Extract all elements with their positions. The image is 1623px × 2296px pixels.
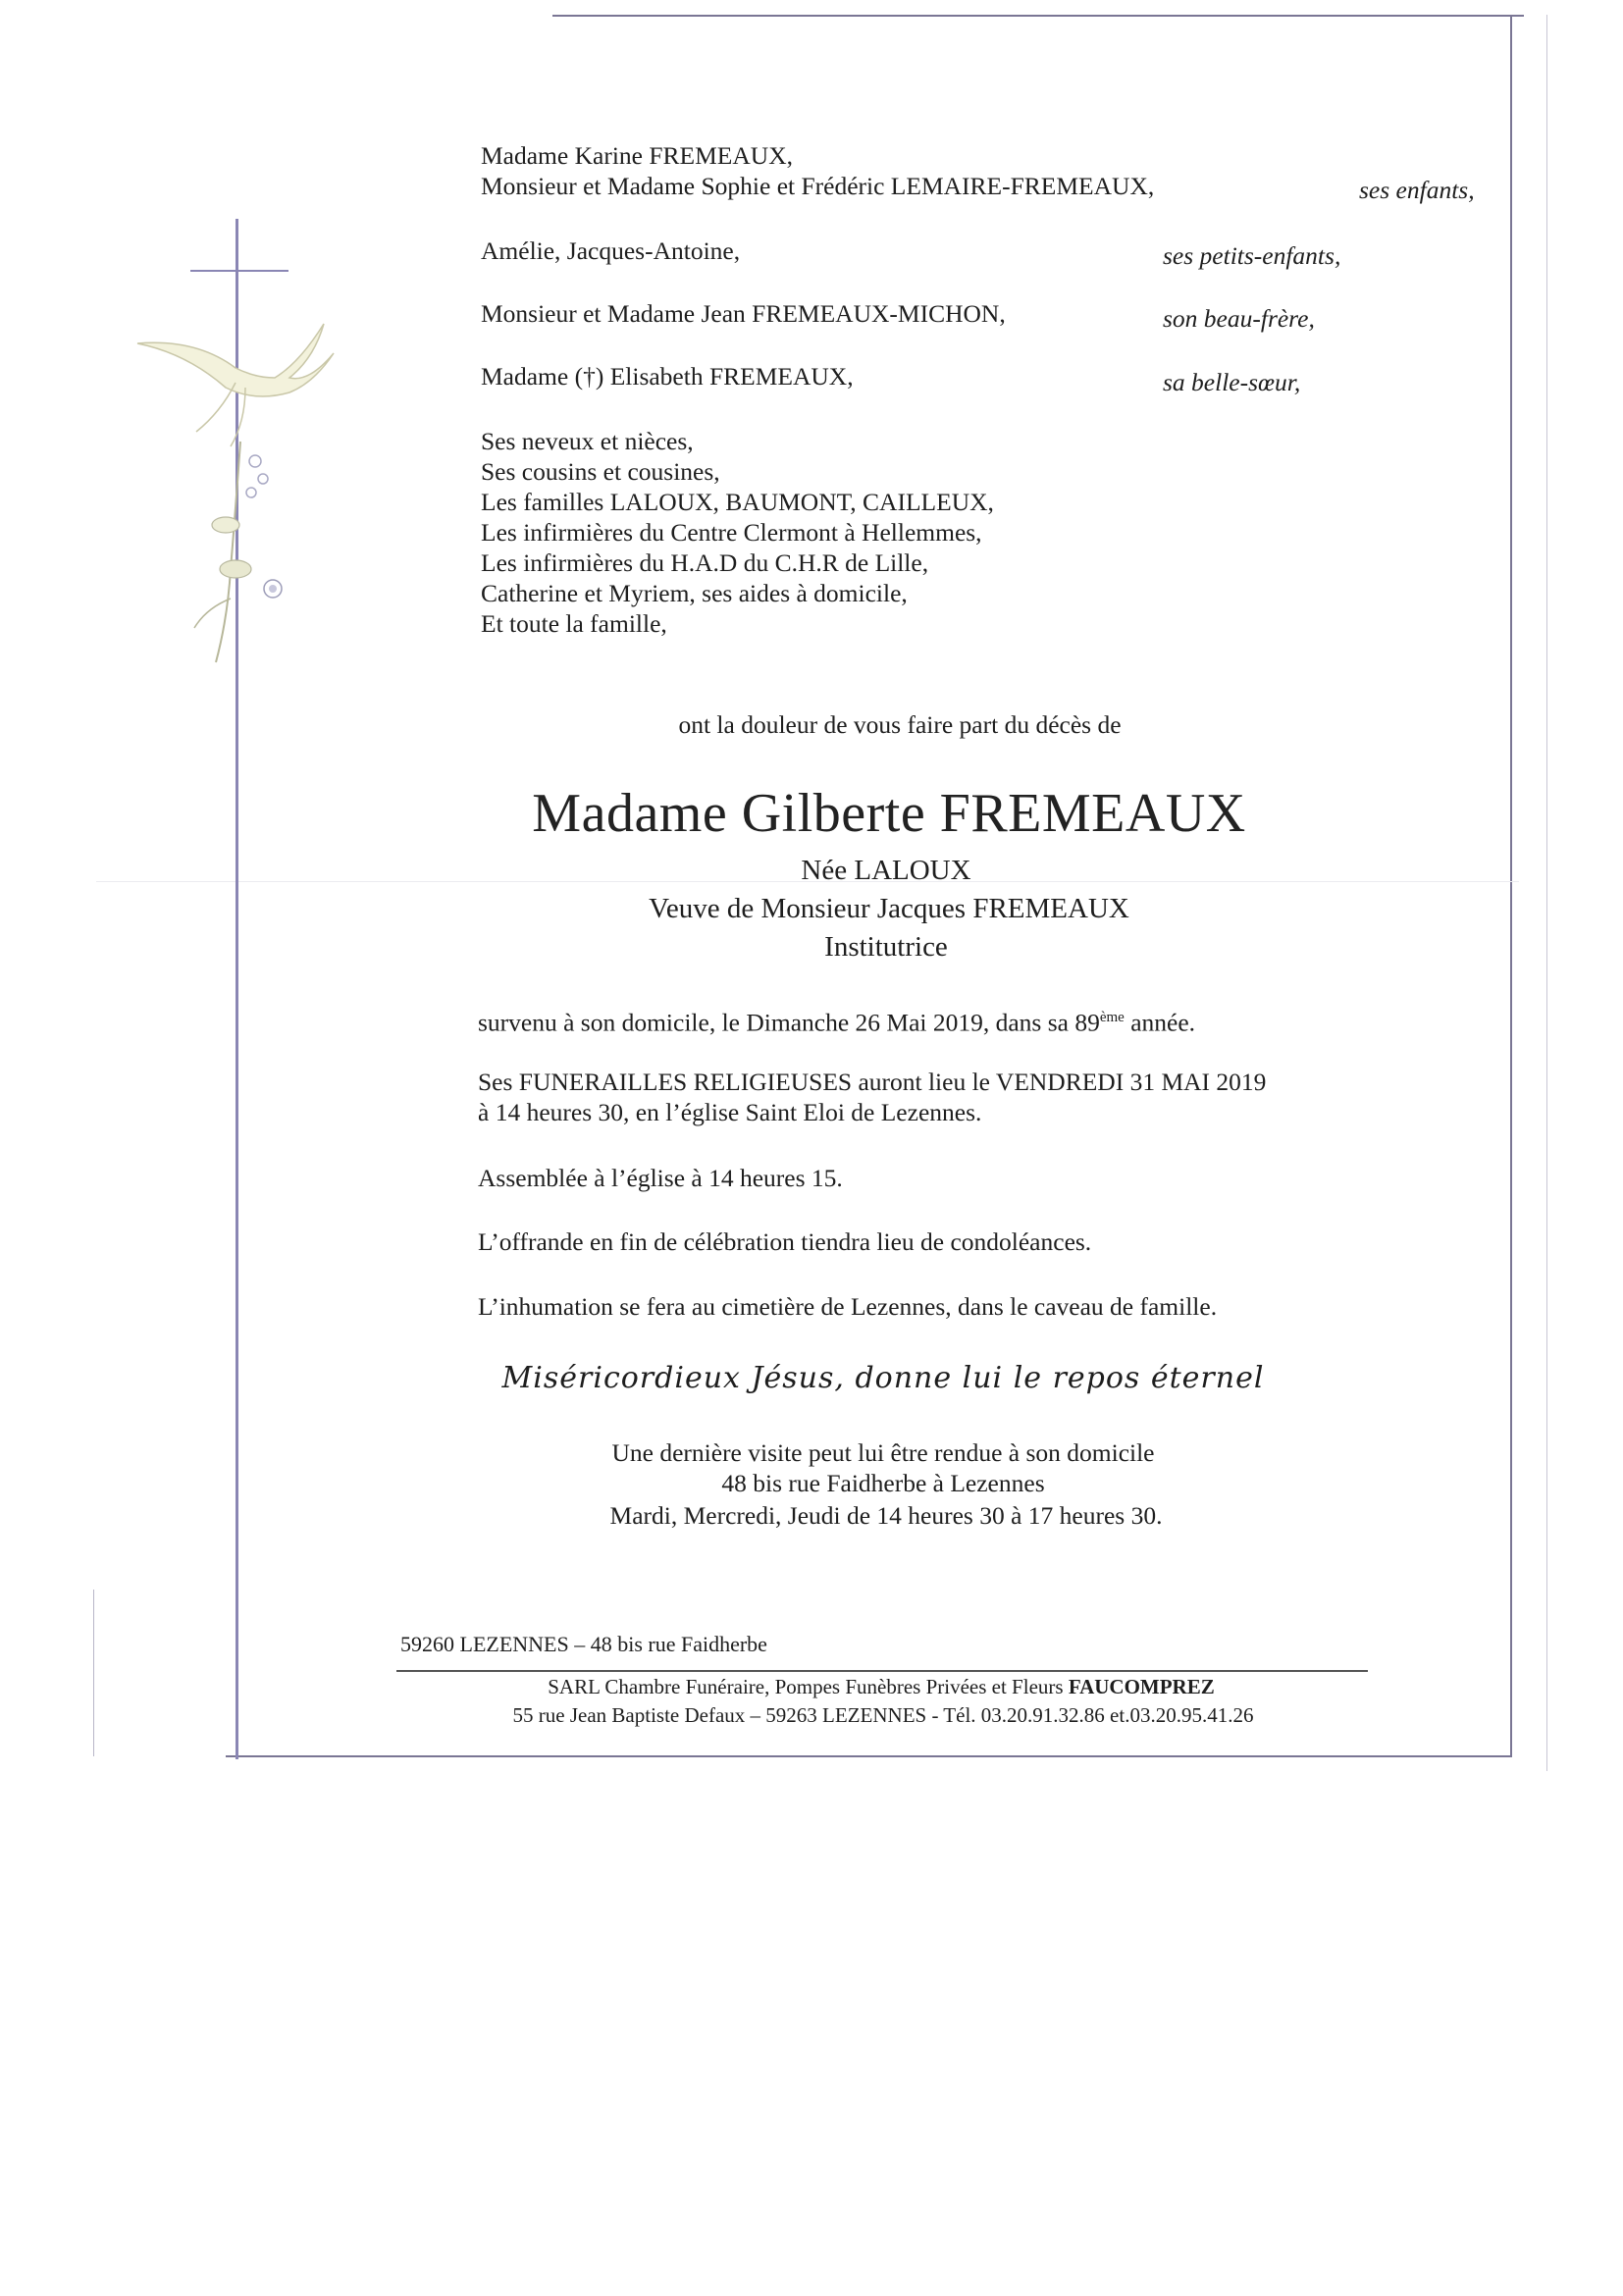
death-details-end: année. xyxy=(1124,1008,1196,1037)
footer-company: SARL Chambre Funéraire, Pompes Funèbres Privées et Fleurs xyxy=(548,1675,1069,1698)
frame-top-line xyxy=(552,15,1524,17)
grandchildren-names: Amélie, Jacques-Antoine, xyxy=(481,236,741,265)
flower-branch-icon xyxy=(186,432,304,667)
other-relative-line: Les familles LALOUX, BAUMONT, CAILLEUX, xyxy=(481,488,994,516)
announcement-text: ont la douleur de vous faire part du décès de xyxy=(678,710,1122,739)
frame-left-edge xyxy=(93,1590,94,1756)
frame-right-line xyxy=(1510,15,1512,1756)
child-line-2: Monsieur et Madame Sophie et Frédéric LEMAIRE-FREMEAUX, xyxy=(481,172,1155,200)
other-relative-line: Ses neveux et nièces, xyxy=(481,427,694,455)
funeral-line-1: Ses FUNERAILLES RELIGIEUSES auront lieu le VENDREDI 31 MAI 2019 xyxy=(478,1068,1267,1096)
prayer-text: Miséricordieux Jésus, donne lui le repos éternel xyxy=(501,1361,1265,1395)
other-relative-line: Ses cousins et cousines, xyxy=(481,457,720,486)
visit-line-1: Une dernière visite peut lui être rendue à son domicile xyxy=(611,1438,1155,1467)
cross-bar xyxy=(190,270,288,272)
brother-in-law-relation: son beau-frère, xyxy=(1163,304,1315,333)
grandchildren-relation: ses petits-enfants, xyxy=(1163,241,1341,270)
other-relative-line: Les infirmières du H.A.D du C.H.R de Lille, xyxy=(481,548,929,577)
deceased-name: Madame Gilberte FREMEAUX xyxy=(532,783,1246,844)
other-relative-line: Catherine et Myriem, ses aides à domicile, xyxy=(481,579,908,607)
visit-line-2: 48 bis rue Faidherbe à Lezennes xyxy=(721,1469,1045,1497)
birth-name: Née LALOUX xyxy=(801,855,971,886)
address-line: 59260 LEZENNES – 48 bis rue Faidherbe xyxy=(400,1632,767,1656)
death-details-sup: ème xyxy=(1099,1010,1125,1025)
footer-separator xyxy=(396,1670,1368,1672)
frame-right-edge xyxy=(1546,15,1547,1771)
widow-of: Veuve de Monsieur Jacques FREMEAUX xyxy=(649,893,1129,924)
death-details-main: survenu à son domicile, le Dimanche 26 Mai 2019, dans sa 89 xyxy=(478,1008,1100,1037)
offering-line: L’offrande en fin de célébration tiendra lieu de condoléances. xyxy=(478,1227,1092,1256)
sister-in-law-relation: sa belle-sœur, xyxy=(1163,368,1301,396)
assembly-line: Assemblée à l’église à 14 heures 15. xyxy=(478,1164,843,1192)
child-line-1: Madame Karine FREMEAUX, xyxy=(481,141,793,170)
sister-in-law-names: Madame (†) Elisabeth FREMEAUX, xyxy=(481,362,854,391)
funeral-line-2: à 14 heures 30, en l’église Saint Eloi de Lezennes. xyxy=(478,1098,982,1126)
death-details xyxy=(478,1003,1195,1038)
other-relative-line: Et toute la famille, xyxy=(481,609,667,638)
footer-brand: FAUCOMPREZ xyxy=(1068,1675,1215,1698)
visit-line-3: Mardi, Mercredi, Jeudi de 14 heures 30 à 17 heures 30. xyxy=(609,1501,1163,1530)
children-relation: ses enfants, xyxy=(1359,176,1475,204)
footer-line-2: 55 rue Jean Baptiste Defaux – 59263 LEZENNES - Tél. 03.20.91.32.86 et.03.20.95.41.26 xyxy=(512,1703,1254,1727)
burial-line: L’inhumation se fera au cimetière de Lezennes, dans le caveau de famille. xyxy=(478,1292,1218,1321)
other-relative-line: Les infirmières du Centre Clermont à Hellemmes, xyxy=(481,518,982,547)
footer-line-1 xyxy=(548,1674,1215,1699)
brother-in-law-names: Monsieur et Madame Jean FREMEAUX-MICHON, xyxy=(481,299,1006,328)
frame-bottom-line xyxy=(226,1755,1512,1757)
profession: Institutrice xyxy=(824,931,948,963)
